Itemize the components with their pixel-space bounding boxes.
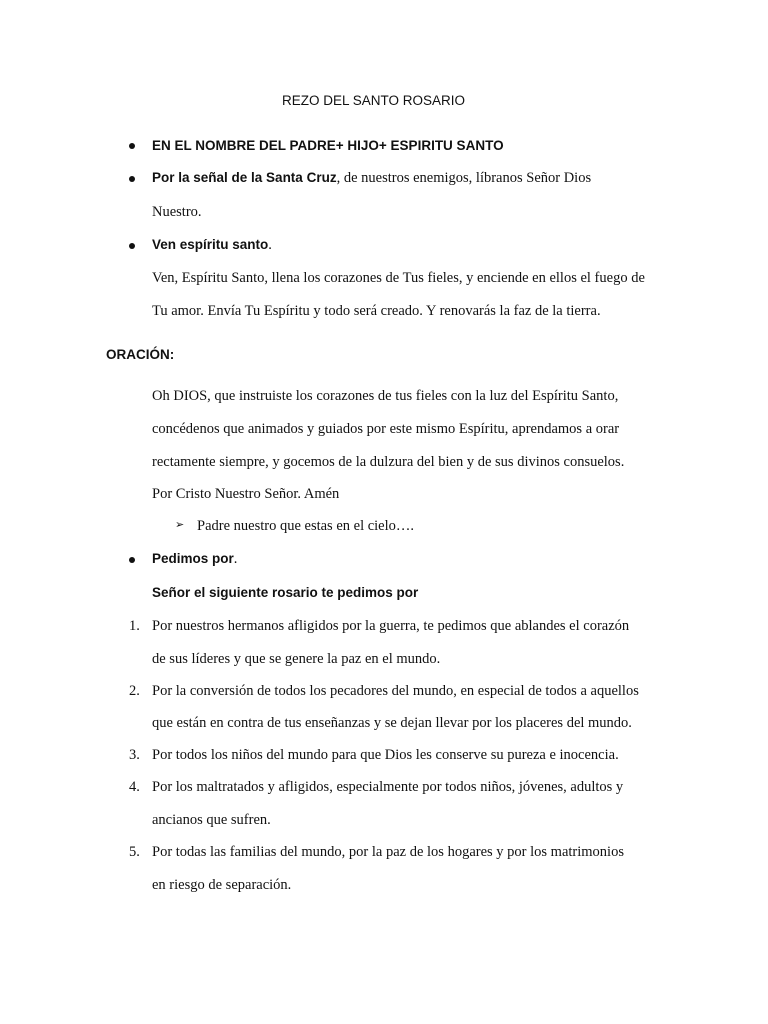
- document-title: REZO DEL SANTO ROSARIO: [282, 93, 466, 108]
- intro-item-3-para-line1: Ven, Espíritu Santo, llena los corazones de Tus fieles, y enciende en ellos el fuego de: [152, 270, 645, 286]
- pedimos-bold: Pedimos por: [152, 551, 234, 566]
- oracion-line-4: Por Cristo Nuestro Señor. Amén: [152, 486, 340, 502]
- petition-number: 4.: [129, 779, 140, 795]
- petition-number: 2.: [129, 683, 140, 699]
- intro-item-2-rest: , de nuestros enemigos, líbranos Señor Dios: [336, 170, 592, 186]
- intro-item-3-bold: Ven espíritu santo: [152, 237, 269, 252]
- petition-5-line2: en riesgo de separación.: [152, 877, 292, 893]
- intro-item-3-para-line2: Tu amor. Envía Tu Espíritu y todo será creado. Y renovarás la faz de la tierra.: [152, 303, 601, 319]
- petition-number: 1.: [129, 618, 140, 634]
- oracion-heading: ORACIÓN:: [106, 347, 175, 362]
- arrow-bullet-icon: ➢: [175, 519, 185, 531]
- oracion-line-1: Oh DIOS, que instruiste los corazones de tus fieles con la luz del Espíritu Santo,: [152, 388, 619, 404]
- intro-item-2-bold: Por la señal de la Santa Cruz: [152, 170, 337, 185]
- petition-number: 3.: [129, 747, 140, 763]
- petition-5-line1: Por todas las familias del mundo, por la paz de los hogares y por los matrimonios: [152, 844, 624, 860]
- petition-1-line2: de sus líderes y que se genere la paz en el mundo.: [152, 651, 441, 667]
- pedimos-rest: .: [233, 551, 238, 567]
- intro-item-1: EN EL NOMBRE DEL PADRE+ HIJO+ ESPIRITU SANTO: [152, 138, 504, 153]
- oracion-line-3: rectamente siempre, y gocemos de la dulzura del bien y de sus divinos consuelos.: [152, 454, 625, 470]
- oracion-sub-item: Padre nuestro que estas en el cielo….: [197, 518, 415, 534]
- petition-4-line2: ancianos que sufren.: [152, 812, 271, 828]
- petition-3-line1: Por todos los niños del mundo para que Dios les conserve su pureza e inocencia.: [152, 747, 619, 763]
- oracion-line-2: concédenos que animados y guiados por este mismo Espíritu, aprendamos a orar: [152, 421, 620, 437]
- intro-item-2-line2: Nuestro.: [152, 204, 202, 220]
- intro-item-2: [152, 169, 591, 187]
- pedimos-subheading: Señor el siguiente rosario te pedimos por: [152, 585, 419, 600]
- petition-1-line1: Por nuestros hermanos afligidos por la guerra, te pedimos que ablandes el corazón: [152, 618, 630, 634]
- petition-number: 5.: [129, 844, 140, 860]
- petition-2-line2: que están en contra de tus enseñanzas y se dejan llevar por los placeres del mundo.: [152, 715, 632, 731]
- bullet-icon: [129, 243, 135, 249]
- pedimos-item: [152, 550, 237, 568]
- intro-item-3-rest: .: [268, 237, 272, 253]
- bullet-icon: [129, 557, 135, 563]
- petition-4-line1: Por los maltratados y afligidos, especialmente por todos niños, jóvenes, adultos y: [152, 779, 624, 795]
- petition-2-line1: Por la conversión de todos los pecadores del mundo, en especial de todos a aquellos: [152, 683, 639, 699]
- intro-item-3: [152, 236, 272, 254]
- bullet-icon: [129, 176, 135, 182]
- bullet-icon: [129, 143, 135, 149]
